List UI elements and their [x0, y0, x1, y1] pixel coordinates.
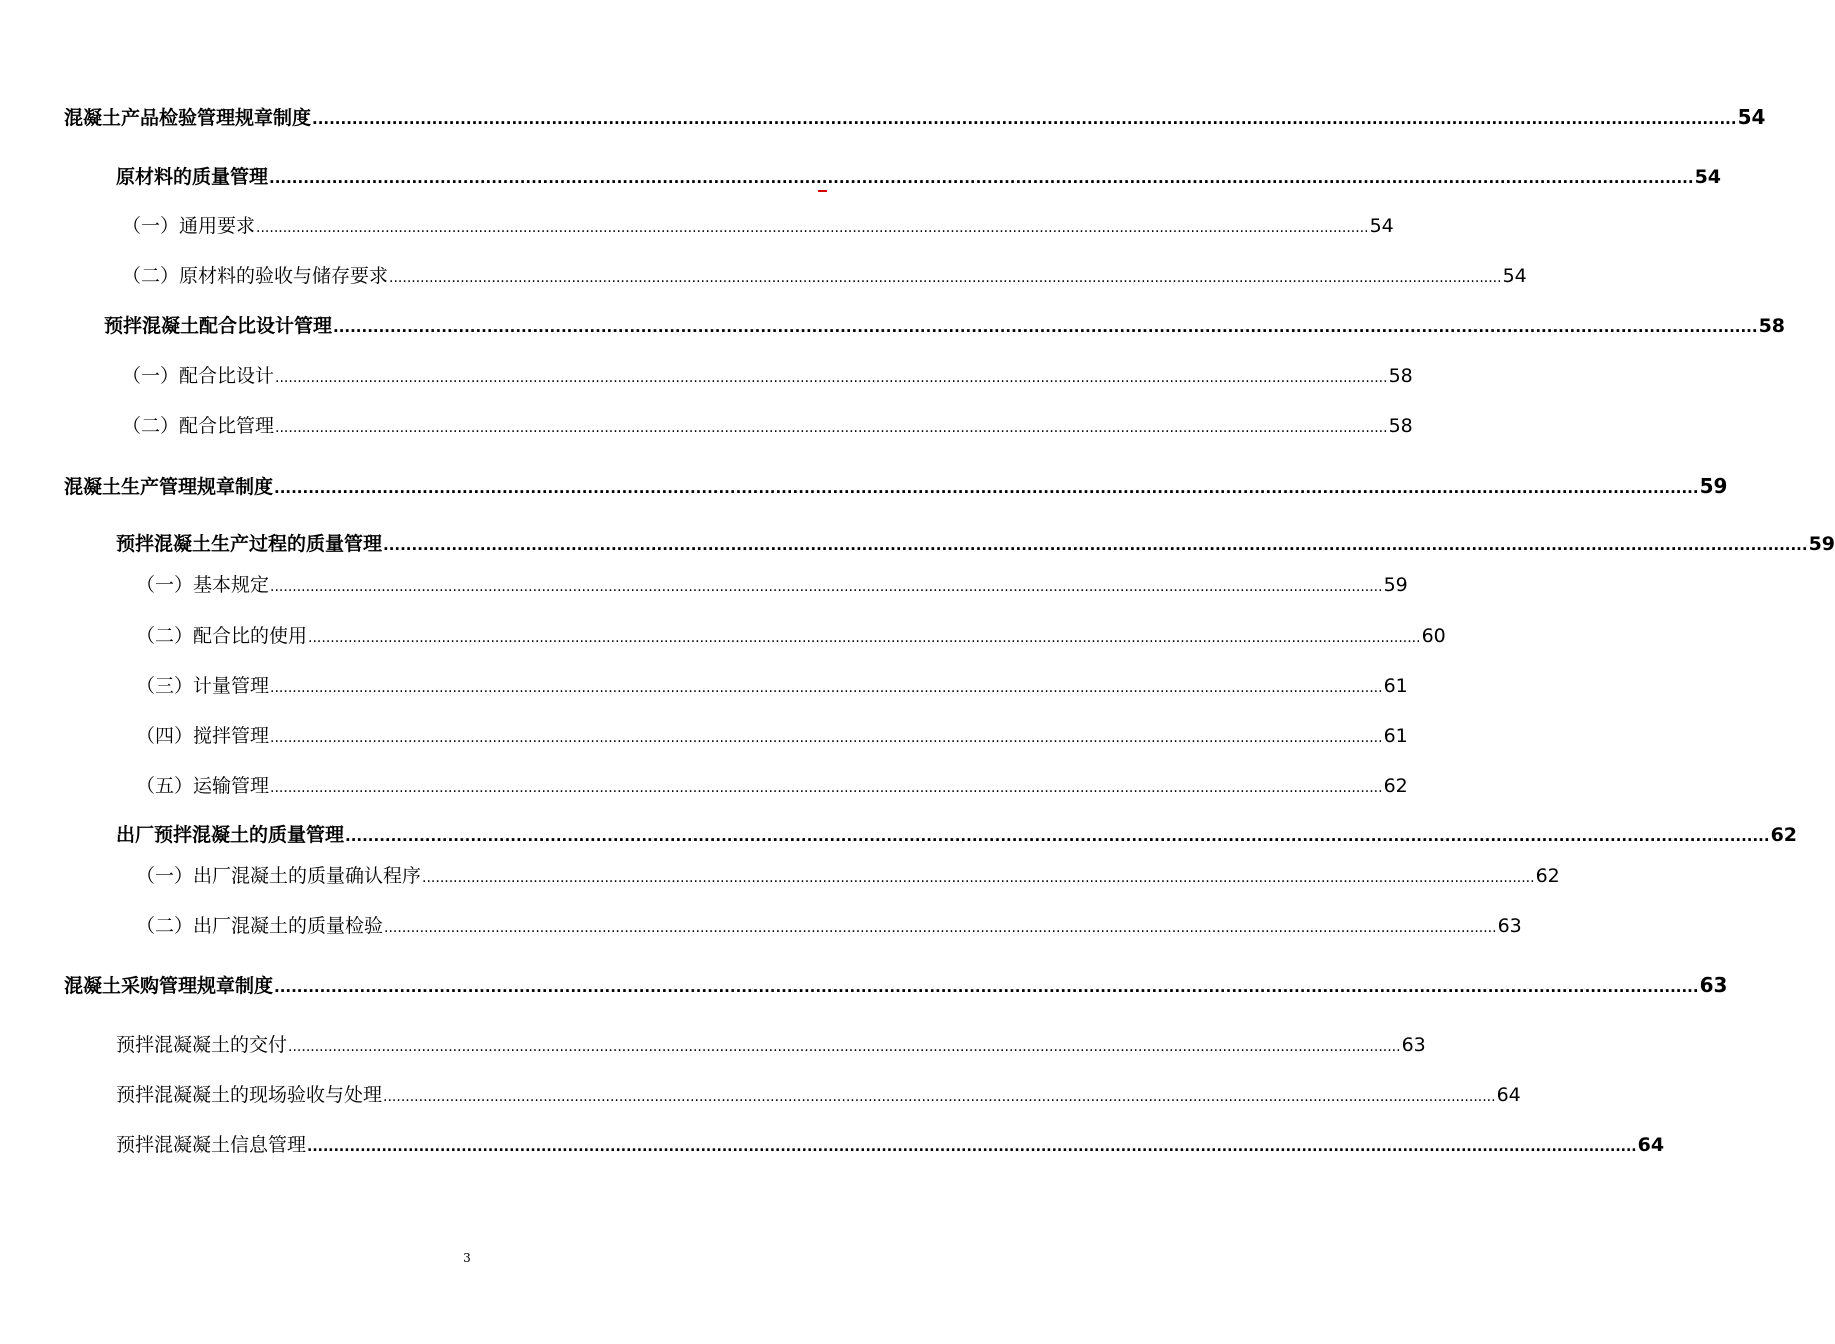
toc-title: （四）搅拌管理: [136, 725, 270, 747]
toc-title: 原材料的质量管理: [116, 166, 269, 188]
toc-title: （一）通用要求: [122, 215, 256, 237]
toc-entry[interactable]: [136, 911, 1522, 938]
toc-page: 58: [1758, 315, 1786, 337]
toc-page: 63: [1497, 915, 1522, 937]
toc-title: （一）出厂混凝土的质量确认程序: [136, 865, 422, 887]
toc-title: （一）基本规定: [136, 574, 270, 596]
toc-page: 54: [1502, 265, 1527, 287]
dot-leader: ..........................................................................................................................................................................................................................................................: [270, 730, 1383, 746]
toc-page: 62: [1770, 824, 1798, 846]
toc-title: （二）配合比管理: [122, 415, 275, 437]
toc-entry[interactable]: [64, 472, 1728, 499]
toc-page: 62: [1535, 865, 1560, 887]
dot-leader: ..........................................................................................................................................................................................................................................................: [384, 920, 1497, 936]
red-underline-mark: [818, 190, 827, 192]
toc-entry[interactable]: [116, 529, 1835, 556]
toc-entry[interactable]: [116, 162, 1722, 189]
toc-page: 59: [1808, 533, 1835, 555]
dot-leader: ..........................................................................................................................................................................................................................................................: [274, 479, 1699, 497]
toc-page: 59: [1699, 474, 1728, 498]
dot-leader: ..........................................................................................................................................................................................................................................................: [269, 169, 1694, 187]
toc-entry[interactable]: [136, 861, 1560, 888]
toc-page: 64: [1496, 1084, 1521, 1106]
dot-leader: ..........................................................................................................................................................................................................................................................: [275, 420, 1388, 436]
toc-entry[interactable]: [136, 721, 1408, 748]
dot-leader: ..........................................................................................................................................................................................................................................................: [383, 1089, 1496, 1105]
toc-page: 54: [1369, 215, 1394, 237]
dot-leader: ..........................................................................................................................................................................................................................................................: [275, 370, 1388, 386]
toc-entry[interactable]: [136, 621, 1446, 648]
toc-title: 混凝土生产管理规章制度: [64, 476, 274, 498]
dot-leader: ..........................................................................................................................................................................................................................................................: [288, 1039, 1401, 1055]
toc-entry[interactable]: [116, 1130, 1665, 1157]
toc-page: 54: [1694, 166, 1722, 188]
toc-page: 61: [1383, 675, 1408, 697]
toc-page: 58: [1388, 365, 1413, 387]
toc-title: 预拌混凝土生产过程的质量管理: [116, 533, 383, 555]
toc-entry[interactable]: [116, 1030, 1426, 1057]
toc-entry[interactable]: [116, 820, 1798, 847]
toc-title: 预拌混凝土配合比设计管理: [104, 315, 333, 337]
dot-leader: ..........................................................................................................................................................................................................................................................: [308, 630, 1421, 646]
toc-page: 64: [1637, 1134, 1665, 1156]
dot-leader: ..........................................................................................................................................................................................................................................................: [389, 270, 1502, 286]
toc-title: （二）出厂混凝土的质量检验: [136, 915, 384, 937]
toc-page: 59: [1383, 574, 1408, 596]
dot-leader: ..........................................................................................................................................................................................................................................................: [383, 536, 1808, 554]
toc-title: （三）计量管理: [136, 675, 270, 697]
toc-entry[interactable]: [136, 671, 1408, 698]
toc-page: 54: [1737, 105, 1766, 129]
toc-entry[interactable]: [122, 261, 1527, 288]
toc-title: （五）运输管理: [136, 775, 270, 797]
toc-entry[interactable]: [122, 211, 1394, 238]
toc-entry[interactable]: [122, 361, 1413, 388]
dot-leader: ..........................................................................................................................................................................................................................................................: [312, 110, 1737, 128]
toc-page: 58: [1388, 415, 1413, 437]
toc-title: 出厂预拌混凝土的质量管理: [116, 824, 345, 846]
dot-leader: ..........................................................................................................................................................................................................................................................: [333, 318, 1758, 336]
toc-page: 63: [1699, 973, 1728, 997]
toc-title: （二）配合比的使用: [136, 625, 308, 647]
toc-entry[interactable]: [136, 570, 1408, 597]
dot-leader: ..........................................................................................................................................................................................................................................................: [270, 579, 1383, 595]
dot-leader: ..........................................................................................................................................................................................................................................................: [307, 1139, 1637, 1155]
toc-entry[interactable]: [122, 411, 1413, 438]
toc-title: 预拌混凝凝土的交付: [116, 1034, 288, 1056]
toc-title: （二）原材料的验收与储存要求: [122, 265, 389, 287]
toc-page: 60: [1421, 625, 1446, 647]
toc-page: 63: [1401, 1034, 1426, 1056]
page-number: 3: [463, 1251, 471, 1265]
toc-entry[interactable]: [116, 1080, 1521, 1107]
toc-title: 混凝土产品检验管理规章制度: [64, 107, 312, 129]
toc-title: 预拌混凝凝土信息管理: [116, 1134, 307, 1156]
toc-title: 混凝土采购管理规章制度: [64, 975, 274, 997]
dot-leader: ..........................................................................................................................................................................................................................................................: [422, 870, 1535, 886]
toc-title: （一）配合比设计: [122, 365, 275, 387]
toc-title: 预拌混凝凝土的现场验收与处理: [116, 1084, 383, 1106]
dot-leader: ..........................................................................................................................................................................................................................................................: [270, 680, 1383, 696]
toc-entry[interactable]: [104, 311, 1786, 338]
toc-page: 61: [1383, 725, 1408, 747]
dot-leader: ..........................................................................................................................................................................................................................................................: [256, 220, 1369, 236]
dot-leader: ..........................................................................................................................................................................................................................................................: [345, 827, 1770, 845]
toc-entry[interactable]: [136, 771, 1408, 798]
dot-leader: ..........................................................................................................................................................................................................................................................: [274, 978, 1699, 996]
toc-entry[interactable]: [64, 103, 1766, 130]
toc-page: 62: [1383, 775, 1408, 797]
dot-leader: ..........................................................................................................................................................................................................................................................: [270, 780, 1383, 796]
toc-entry[interactable]: [64, 971, 1728, 998]
